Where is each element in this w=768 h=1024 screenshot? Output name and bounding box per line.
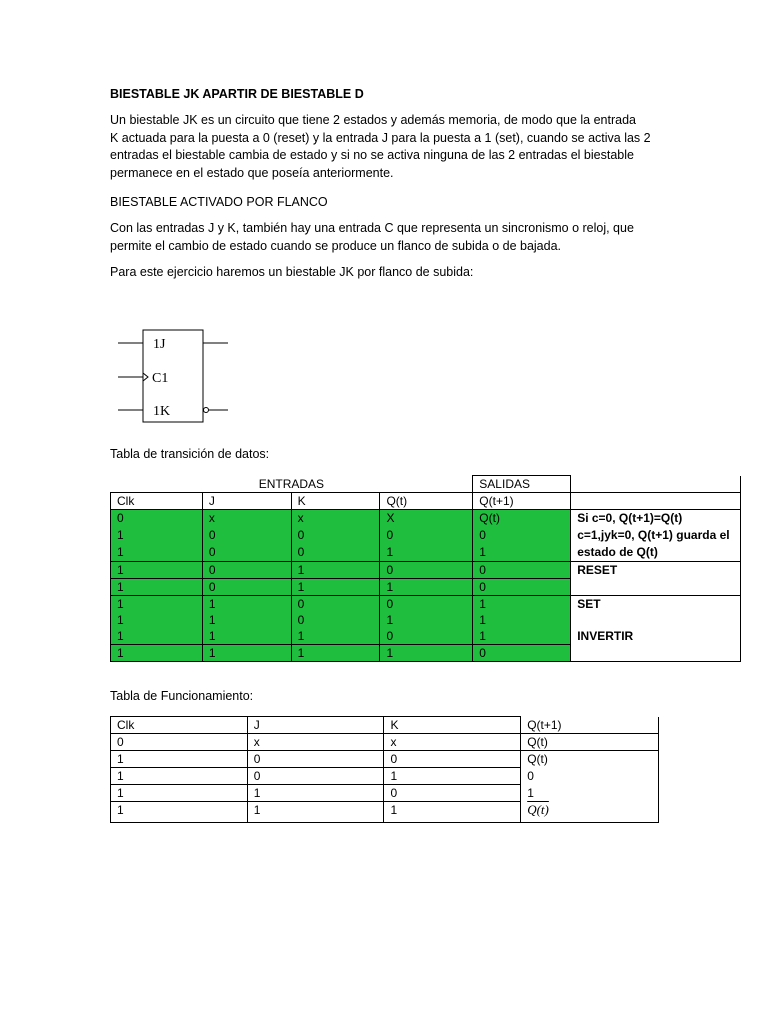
table-row: [111, 751, 659, 768]
k-input-label: 1K: [153, 404, 171, 419]
table-header-row: [111, 717, 659, 734]
flipflop-symbol: [110, 320, 240, 430]
cell: 0: [380, 628, 473, 645]
cell: 0: [202, 544, 291, 562]
header-clk: Clk: [111, 717, 248, 734]
cell: 1: [291, 645, 380, 662]
cell: 1: [111, 562, 203, 579]
cell: 0: [291, 527, 380, 544]
cell: 0: [384, 751, 521, 768]
table-row: [111, 768, 659, 785]
cell: 0: [291, 612, 380, 628]
note-hold: Si c=0, Q(t+1)=Q(t) c=1,jyk=0, Q(t+1) guarda el estado de Q(t): [571, 510, 741, 562]
cell: 0: [473, 645, 571, 662]
cell: 1: [521, 785, 659, 802]
cell: 1: [291, 562, 380, 579]
cell: 0: [202, 579, 291, 596]
clock-input-label: C1: [152, 371, 169, 386]
cell: 0: [247, 751, 384, 768]
cell: 1: [247, 802, 384, 823]
inputs-group-header: ENTRADAS: [111, 476, 473, 493]
cell: 0: [380, 562, 473, 579]
cell: 1: [111, 612, 203, 628]
j-input-label: 1J: [153, 337, 166, 352]
note-invert: INVERTIR: [571, 628, 741, 662]
note-empty: [571, 612, 741, 628]
cell: 0: [291, 544, 380, 562]
header-clk: Clk: [111, 493, 203, 510]
cell: 1: [111, 802, 248, 823]
cell: 1: [473, 544, 571, 562]
cell: 1: [111, 596, 203, 613]
paragraph-line: K actuada para la puesta a 0 (reset) y la entrada J para la puesta a 1 (set), cuando se activa las 2: [110, 130, 651, 145]
cell: 0: [111, 510, 203, 528]
cell: 1: [202, 645, 291, 662]
heading-jk-from-d: BIESTABLE JK APARTIR DE BIESTABLE D: [110, 87, 364, 101]
paragraph-line: permite el cambio de estado cuando se produce un flanco de subida o de bajada.: [110, 238, 562, 253]
q-bar-bubble: [204, 408, 209, 413]
cell: 1: [291, 579, 380, 596]
cell: 1: [111, 544, 203, 562]
cell: 0: [202, 527, 291, 544]
table-row: [111, 596, 741, 613]
heading-edge-triggered: BIESTABLE ACTIVADO POR FLANCO: [110, 195, 328, 209]
cell: 1: [202, 628, 291, 645]
cell: X: [380, 510, 473, 528]
table-row: [111, 612, 741, 628]
jk-flipflop-diagram: [110, 320, 240, 435]
transition-table: [110, 475, 741, 662]
table1-caption: Tabla de transición de datos:: [110, 447, 270, 461]
cell: 1: [202, 596, 291, 613]
cell: 0: [202, 562, 291, 579]
cell: 1: [380, 645, 473, 662]
cell: x: [202, 510, 291, 528]
cell: 1: [111, 645, 203, 662]
cell: Q(t): [473, 510, 571, 528]
cell: 1: [384, 768, 521, 785]
table-row: [111, 802, 659, 823]
cell: 0: [247, 768, 384, 785]
cell: x: [291, 510, 380, 528]
cell: 0: [521, 768, 659, 785]
table-row: [111, 734, 659, 751]
cell: 1: [380, 579, 473, 596]
cell: 0: [473, 579, 571, 596]
note-reset: RESET: [571, 562, 741, 596]
header-qt: Q(t): [380, 493, 473, 510]
paragraph-exercise-intro: Para este ejercicio haremos un biestable JK por flanco de subida:: [110, 265, 474, 279]
cell: 0: [380, 527, 473, 544]
paragraph-line: entradas el biestable cambia de estado y si no se activa ninguna de las 2 entradas el biestable: [110, 148, 634, 162]
cell: 1: [384, 802, 521, 823]
cell: 1: [111, 628, 203, 645]
table2-caption: Tabla de Funcionamiento:: [110, 689, 254, 703]
header-qt1: Q(t+1): [473, 493, 571, 510]
table-row: [111, 510, 741, 528]
table-row: [111, 785, 659, 802]
q-bar-value: Q(t): [527, 801, 549, 817]
cell: 1: [111, 579, 203, 596]
table-group-header-row: [111, 476, 741, 493]
header-k: K: [291, 493, 380, 510]
cell: 0: [473, 562, 571, 579]
cell: 1: [291, 628, 380, 645]
q-bar-cell: [521, 802, 659, 823]
cell: 1: [202, 612, 291, 628]
function-table: [110, 716, 659, 823]
table-row: [111, 628, 741, 645]
paragraph-line: Con las entradas J y K, también hay una entrada C que representa un sincronismo o reloj, que: [110, 221, 634, 235]
paragraph-jk-description: [110, 112, 670, 182]
note-set: SET: [571, 596, 741, 613]
paragraph-line: Un biestable JK es un circuito que tiene 2 estados y además memoria, de modo que la entrada: [110, 113, 637, 127]
clock-edge-triangle: [143, 373, 148, 381]
cell: 1: [111, 527, 203, 544]
cell: 1: [473, 628, 571, 645]
table-row: [111, 562, 741, 579]
cell: 1: [111, 751, 248, 768]
header-notes: [571, 493, 741, 510]
cell: 0: [111, 734, 248, 751]
header-j: J: [247, 717, 384, 734]
cell: 0: [384, 785, 521, 802]
cell: 0: [291, 596, 380, 613]
notes-column-header: [571, 476, 741, 493]
cell: 0: [473, 527, 571, 544]
cell: Q(t): [521, 734, 659, 751]
cell: 1: [473, 612, 571, 628]
cell: 0: [380, 596, 473, 613]
table-header-row: [111, 493, 741, 510]
cell: 1: [111, 785, 248, 802]
cell: 1: [111, 768, 248, 785]
cell: Q(t): [521, 751, 659, 768]
cell: 1: [380, 544, 473, 562]
outputs-group-header: SALIDAS: [473, 476, 571, 493]
header-qt1: Q(t+1): [521, 717, 659, 734]
header-j: J: [202, 493, 291, 510]
cell: 1: [473, 596, 571, 613]
paragraph-clock-description: [110, 220, 670, 255]
cell: 1: [380, 612, 473, 628]
cell: 1: [247, 785, 384, 802]
paragraph-line: permanece en el estado que poseía anteriormente.: [110, 165, 394, 180]
cell: x: [384, 734, 521, 751]
header-k: K: [384, 717, 521, 734]
cell: x: [247, 734, 384, 751]
